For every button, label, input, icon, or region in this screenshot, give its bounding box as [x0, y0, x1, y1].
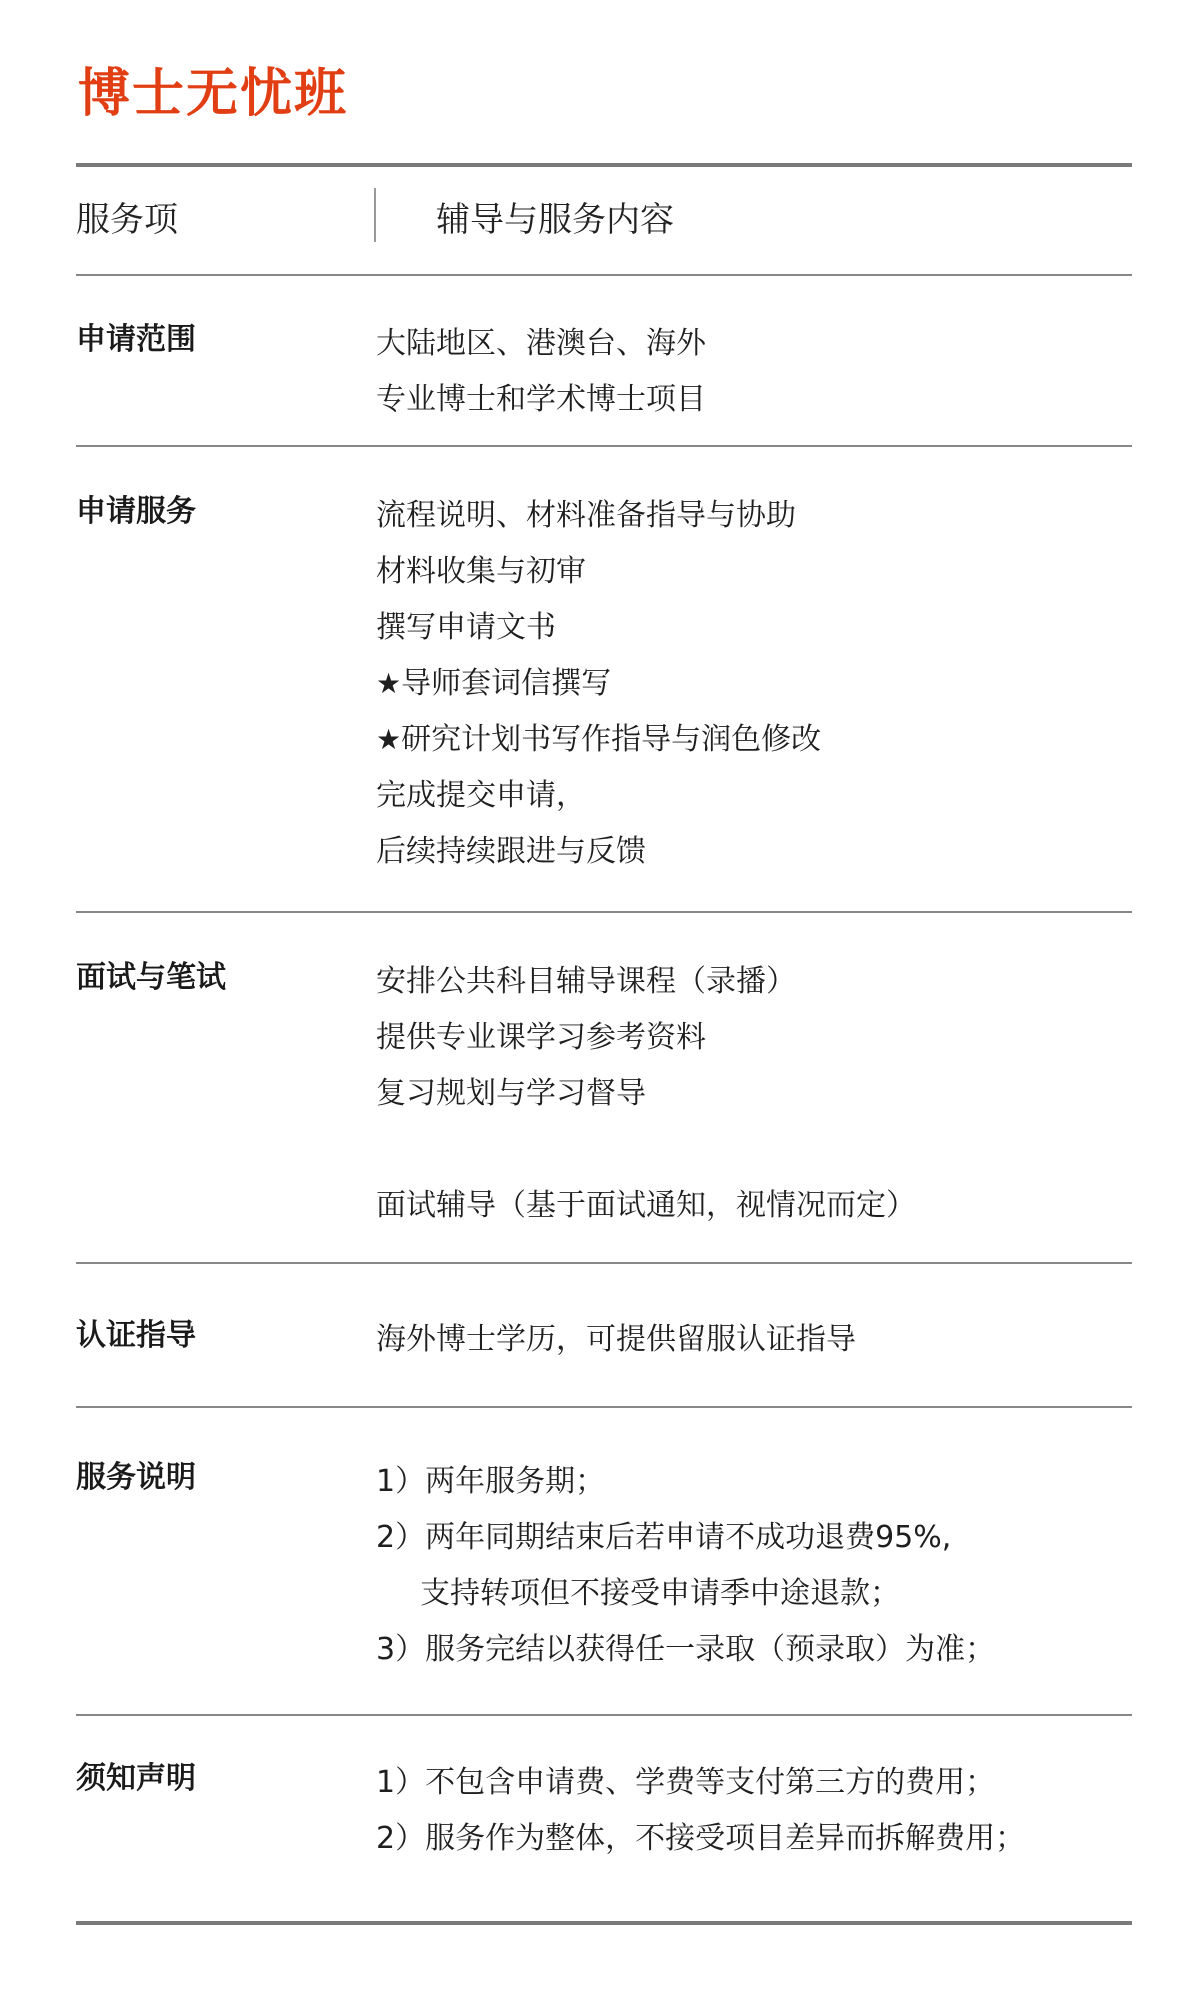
section-content: [376, 316, 1116, 428]
content-line: 复习规划与学习督导: [376, 1076, 646, 1111]
section-content: [376, 1312, 1116, 1368]
section-label: 申请范围: [76, 322, 196, 357]
star-icon: ★: [376, 723, 402, 756]
section-label: 服务说明: [76, 1460, 196, 1495]
header-divider: [76, 274, 1132, 276]
section-divider: [76, 911, 1132, 913]
section-divider: [76, 1714, 1132, 1716]
header-separator: [374, 188, 376, 242]
content-text: 研究计划书写作指导与润色修改: [401, 722, 822, 757]
section-divider: [76, 1262, 1132, 1264]
section-label: 须知声明: [76, 1761, 196, 1796]
content-text: 导师套词信撰写: [401, 666, 612, 701]
content-line: 提供专业课学习参考资料: [376, 1020, 706, 1055]
content-line: 1）不包含申请费、学费等支付第三方的费用；: [376, 1765, 996, 1800]
content-line: 2）服务作为整体，不接受项目差异而拆解费用；: [376, 1821, 1026, 1856]
section-content: [376, 954, 1116, 1234]
content-line: 大陆地区、港澳台、海外: [376, 326, 706, 361]
section-divider: [76, 445, 1132, 447]
content-line: 专业博士和学术博士项目: [376, 382, 706, 417]
header-service-content: 辅导与服务内容: [436, 200, 674, 240]
content-line: 撰写申请文书: [376, 610, 556, 645]
content-line: 流程说明、材料准备指导与协助: [376, 498, 796, 533]
table-header: [76, 168, 1132, 274]
content-line: 后续持续跟进与反馈: [376, 834, 646, 869]
bottom-divider: [76, 1921, 1132, 1925]
header-service-item: 服务项: [76, 200, 178, 240]
content-line: 2）两年同期结束后若申请不成功退费95%,: [376, 1520, 952, 1555]
content-line: 3）服务完结以获得任一录取（预录取）为准；: [376, 1632, 996, 1667]
section-label: 面试与笔试: [76, 960, 226, 995]
content-line: 面试辅导（基于面试通知，视情况而定）: [376, 1188, 916, 1223]
top-divider: [76, 163, 1132, 167]
content-line: 安排公共科目辅导课程（录播）: [376, 964, 796, 999]
content-line: 完成提交申请，: [376, 778, 586, 813]
content-line: 海外博士学历，可提供留服认证指导: [376, 1322, 856, 1357]
content-line: 1）两年服务期；: [376, 1464, 606, 1499]
content-line: 支持转项但不接受申请季中途退款；: [420, 1576, 900, 1611]
blank-line: [376, 1122, 1116, 1178]
content-line-starred: [376, 656, 1116, 712]
content-line-starred: [376, 712, 1116, 768]
section-divider: [76, 1406, 1132, 1408]
section-content: [376, 488, 1116, 880]
section-content: [376, 1454, 1116, 1678]
section-label: 认证指导: [76, 1318, 196, 1353]
section-label: 申请服务: [76, 494, 196, 529]
content-line: 材料收集与初审: [376, 554, 586, 589]
star-icon: ★: [376, 667, 402, 700]
section-content: [376, 1755, 1116, 1867]
page-title: 博士无忧班: [78, 64, 349, 124]
